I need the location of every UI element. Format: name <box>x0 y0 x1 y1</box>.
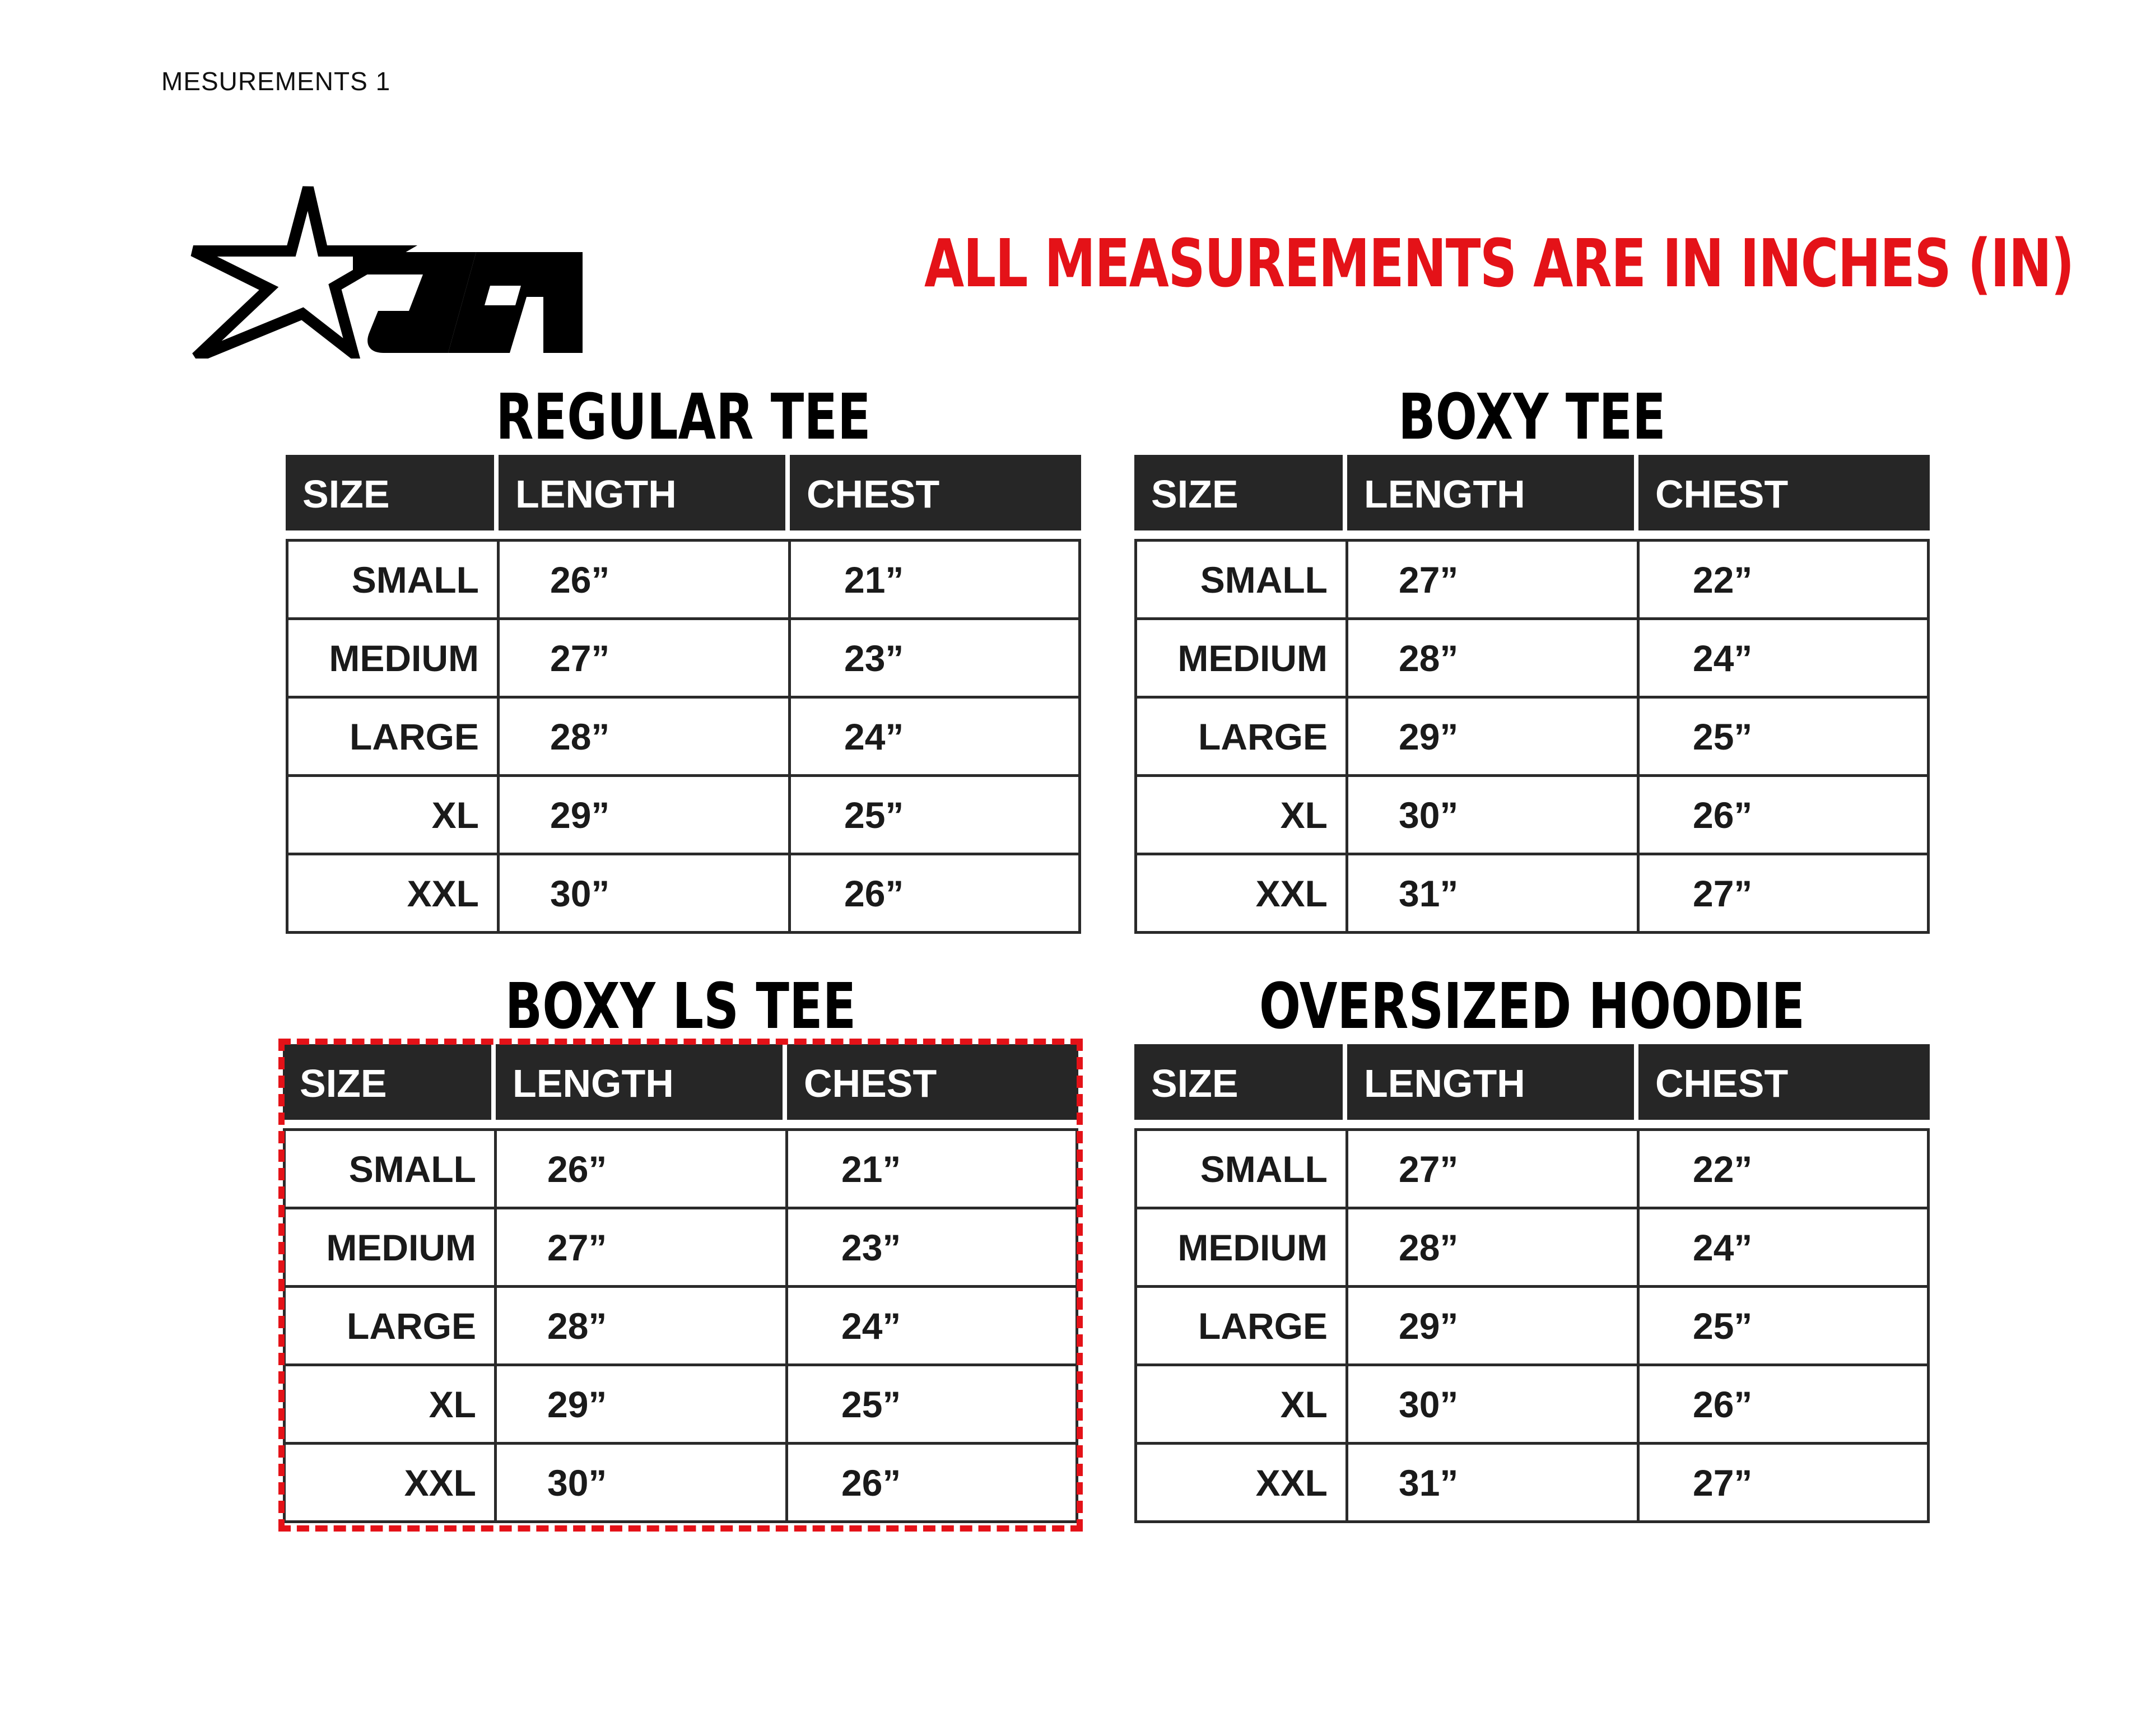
header-size: SIZE <box>283 1044 491 1120</box>
size-cell: LARGE <box>286 1288 497 1363</box>
size-cell: LARGE <box>1137 699 1348 774</box>
chart-title: BOXY TEE <box>1398 381 1666 454</box>
size-cell: XL <box>1137 1366 1348 1442</box>
length-cell: 30” <box>1348 1366 1640 1442</box>
length-cell: 27” <box>500 620 791 696</box>
table-row <box>1137 617 1927 696</box>
table-row <box>1137 1285 1927 1363</box>
star-brand-logo-icon <box>185 185 588 359</box>
length-cell: 27” <box>1348 1131 1640 1207</box>
chest-cell: 25” <box>844 794 904 836</box>
header-length: LENGTH <box>1347 1044 1634 1120</box>
chest-cell: 26” <box>1693 794 1753 836</box>
chest-cell: 22” <box>1693 1148 1753 1190</box>
size-cell: XXL <box>286 1445 497 1520</box>
size-cell: XXL <box>288 855 500 931</box>
chest-cell: 22” <box>1693 559 1753 601</box>
table-row <box>1137 1207 1927 1285</box>
chest-cell: 23” <box>844 637 904 679</box>
length-cell: 29” <box>497 1366 788 1442</box>
length-cell: 29” <box>1348 1288 1640 1363</box>
length-cell: 30” <box>500 855 791 931</box>
table-row <box>288 617 1078 696</box>
table-row <box>288 774 1078 853</box>
chest-cell: 26” <box>1693 1383 1753 1425</box>
header-length: LENGTH <box>496 1044 783 1120</box>
table-row <box>288 542 1078 617</box>
length-cell: 27” <box>1348 542 1640 617</box>
length-cell: 31” <box>1348 855 1640 931</box>
table-row <box>1137 696 1927 774</box>
chart-header-row <box>286 455 1081 530</box>
size-table <box>1134 1128 1930 1523</box>
length-cell: 31” <box>1348 1445 1640 1520</box>
chest-cell: 26” <box>841 1462 901 1504</box>
header-length: LENGTH <box>1347 455 1634 530</box>
header-chest: CHEST <box>790 455 1081 530</box>
size-cell: SMALL <box>1137 542 1348 617</box>
length-cell: 27” <box>497 1209 788 1285</box>
length-cell: 30” <box>1348 777 1640 853</box>
chest-cell: 24” <box>844 715 904 757</box>
table-row <box>288 696 1078 774</box>
chart-header-row <box>1134 1044 1930 1120</box>
chest-cell: 26” <box>844 872 904 914</box>
length-cell: 26” <box>497 1131 788 1207</box>
header-chest: CHEST <box>787 1044 1078 1120</box>
chart-title: OVERSIZED HOODIE <box>1259 970 1805 1043</box>
size-cell: XXL <box>1137 855 1348 931</box>
header-size: SIZE <box>1134 455 1343 530</box>
chest-cell: 21” <box>844 559 904 601</box>
length-cell: 28” <box>497 1288 788 1363</box>
chest-cell: 24” <box>841 1305 901 1347</box>
size-cell: SMALL <box>1137 1131 1348 1207</box>
chest-cell: 27” <box>1693 872 1753 914</box>
table-row <box>1137 1363 1927 1442</box>
chest-cell: 27” <box>1693 1462 1753 1504</box>
header-chest: CHEST <box>1638 455 1930 530</box>
header-size: SIZE <box>1134 1044 1343 1120</box>
length-cell: 28” <box>1348 1209 1640 1285</box>
chart-title: BOXY LS TEE <box>505 970 856 1043</box>
length-cell: 26” <box>500 542 791 617</box>
chest-cell: 25” <box>841 1383 901 1425</box>
length-cell: 30” <box>497 1445 788 1520</box>
page-label: MESUREMENTS 1 <box>161 67 391 96</box>
highlight-dashed-border <box>278 1039 1083 1532</box>
table-row <box>1137 774 1927 853</box>
chest-cell: 24” <box>1693 637 1753 679</box>
size-cell: XL <box>286 1366 497 1442</box>
size-cell: XXL <box>1137 1445 1348 1520</box>
length-cell: 28” <box>1348 620 1640 696</box>
length-cell: 29” <box>500 777 791 853</box>
length-cell: 29” <box>1348 699 1640 774</box>
size-cell: MEDIUM <box>288 620 500 696</box>
size-cell: SMALL <box>286 1131 497 1207</box>
chest-cell: 23” <box>841 1226 901 1268</box>
size-table <box>1134 539 1930 934</box>
chest-cell: 25” <box>1693 715 1753 757</box>
chest-cell: 21” <box>841 1148 901 1190</box>
chest-cell: 25” <box>1693 1305 1753 1347</box>
size-cell: LARGE <box>1137 1288 1348 1363</box>
size-cell: MEDIUM <box>1137 1209 1348 1285</box>
size-cell: MEDIUM <box>286 1209 497 1285</box>
chest-cell: 24” <box>1693 1226 1753 1268</box>
length-cell: 28” <box>500 699 791 774</box>
size-cell: XL <box>288 777 500 853</box>
header-size: SIZE <box>286 455 494 530</box>
size-cell: XL <box>1137 777 1348 853</box>
chart-header-row <box>1134 455 1930 530</box>
table-row <box>1137 853 1927 931</box>
table-row <box>1137 1442 1927 1520</box>
size-table <box>286 539 1081 934</box>
table-row <box>288 853 1078 931</box>
size-cell: MEDIUM <box>1137 620 1348 696</box>
table-row <box>1137 542 1927 617</box>
chart-title: REGULAR TEE <box>496 381 871 454</box>
header-length: LENGTH <box>499 455 785 530</box>
header-chest: CHEST <box>1638 1044 1930 1120</box>
size-cell: LARGE <box>288 699 500 774</box>
table-row <box>1137 1131 1927 1207</box>
size-cell: SMALL <box>288 542 500 617</box>
measurement-unit-notice: ALL MEASUREMENTS ARE IN INCHES (IN) <box>924 225 2074 302</box>
